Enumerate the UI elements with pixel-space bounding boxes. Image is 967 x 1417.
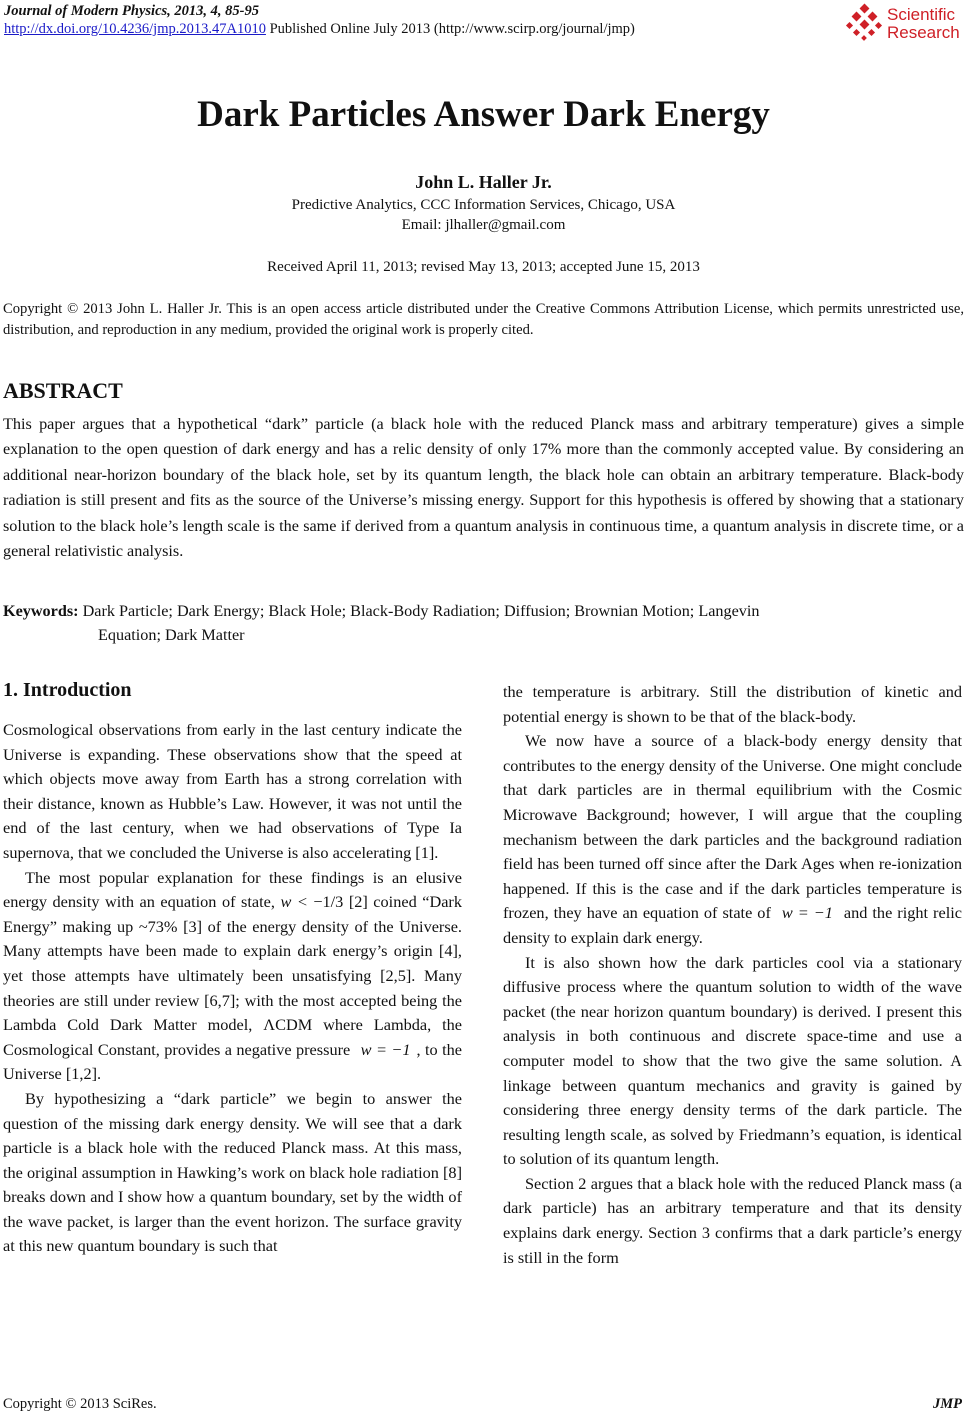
keywords-line2: Equation; Dark Matter (98, 626, 245, 644)
keywords-line1: Dark Particle; Dark Energy; Black Hole; Black-Body Radiation; Diffusion; Brownian Motion; Langevin (78, 602, 760, 620)
journal-name: Journal of Modern Physics (4, 3, 168, 19)
left-column (3, 718, 462, 1259)
publisher-logo (845, 3, 963, 43)
logo-text-research: Research (887, 23, 960, 42)
intro-paragraph-1: Cosmological observations from early in the last century indicate the Universe is expanding. These observations show that the speed at which objects move away from Earth has a strong correlation with their distance, known as Hubble’s Law. However, it was not until the end of the last century, when we had observations of Type Ia supernova, that we concluded the Universe is also accelerating [1]. (3, 720, 462, 862)
footer-journal: JMP (933, 1396, 962, 1412)
intro-paragraph-4: the temperature is arbitrary. Still the distribution of kinetic and potential energy is shown to be that of the black-body. (503, 682, 962, 726)
intro-paragraph-5 (503, 729, 962, 950)
p5-text-b: and the right relic density to explain dark energy. (503, 903, 962, 947)
abstract-heading: ABSTRACT (3, 378, 123, 403)
received-dates: Received April 11, 2013; revised May 13, 2013; accepted June 15, 2013 (267, 259, 700, 275)
copyright-notice: Copyright © 2013 John L. Haller Jr. This is an open access article distributed under the Creative Commons Attribution License, which permits unrestricted use, distribution, and reproduction in any medium, provided the original work is properly cited. (3, 301, 964, 338)
p2-text-a: The most popular explanation for these findings is an elusive energy density with an equation of state, (3, 867, 462, 912)
keywords-label: Keywords: (3, 602, 79, 620)
logo-text-scientific: Scientific (887, 5, 956, 24)
published-online: Published Online July 2013 (http://www.scirp.org/journal/jmp) (265, 21, 635, 37)
equation-w-minus-one: w = −1 (360, 1039, 411, 1059)
equation-inequality: w < (280, 892, 308, 912)
intro-paragraph-6: It is also shown how the dark particles cool via a stationary diffusive process where the quantum solution to width of the wave packet (the near horizon quantum boundary) is derived. I present this analysis in both continuous and discrete space-time and use a computer model to show that the two give the same solution. A linkage between quantum mechanics and gravity is gained by considering three energy density terms of the dark particle. The resulting length scale, as solved by Friedmann’s equation, is identical to solution of its quantum length. (503, 952, 962, 1169)
p5-text-a: We now have a source of a black-body energy density that contributes to the energy density of the Universe. One might conclude that dark particles are in thermal equilibrium with the Cosmic Microwave Background; however, I will argue that the coupling mechanism between the dark particles and the background radiation field has been turned off since after the Dark Ages when re-ionization happened. If this is the case and if the dark particles temperature is frozen, they have an equation of state of (503, 731, 962, 923)
journal-volume: , 2013, 4, 85-95 (167, 3, 259, 19)
right-column (503, 680, 962, 1270)
logo-icon (845, 3, 883, 43)
doi-line (4, 21, 635, 37)
author-affiliation: Predictive Analytics, CCC Information Services, Chicago, USA (291, 197, 676, 213)
journal-citation (4, 3, 259, 19)
section-heading: 1. Introduction (3, 679, 132, 701)
intro-paragraph-2 (3, 866, 462, 1087)
author-name: John L. Haller Jr. (415, 172, 552, 192)
intro-paragraph-3: By hypothesizing a “dark particle” we begin to answer the question of the missing dark energy density. We will see that a dark particle is a black hole with the reduced Planck mass. At this mass, the original assumption in Hawking’s work on black hole radiation [8] breaks down and I show how a quantum boundary, set by the width of the wave packet, is larger than the event horizon. The surface gravity at this new quantum boundary is such that (3, 1088, 462, 1256)
author-email: Email: jlhaller@gmail.com (401, 217, 566, 233)
doi-link[interactable]: http://dx.doi.org/10.4236/jmp.2013.47A1010 (4, 21, 266, 37)
keywords (3, 599, 964, 647)
footer-copyright: Copyright © 2013 SciRes. (3, 1396, 157, 1412)
p2-text-c: , to the Universe [1,2]. (3, 1039, 462, 1084)
abstract-text: This paper argues that a hypothetical “dark” particle (a black hole with the reduced Planck mass and arbitrary temperature) gives a simple explanation to the open question of dark energy and has a relic density of only 17% more than the commonly accepted value. By considering an additional near-horizon boundary of the black hole, set by its quantum length, the black hole can obtain an arbitrary temperature. Black-body radiation is still present and fits as the source of the Universe’s missing energy. Support for this hypothesis is offered by showing that a stationary solution to the black hole’s length scale is the same if derived from a quantum analysis in continuous time, a quantum analysis in discrete time, or a general relativistic analysis. (3, 415, 964, 561)
paper-title: Dark Particles Answer Dark Energy (197, 94, 770, 135)
p2-text-b: −1/3 [2] coined “Dark Energy” making up ~73% [3] of the energy density of the Universe. Many attempts have been made to explain dark energy’s origin [4], yet those attempts have ultimately been unsatisfying [2,5]. Many theories are still under review [6,7]; with the most accepted being the Lambda Cold Dark Matter model, ΛCDM where Lambda, the Cosmological Constant, provides a negative pressure (3, 892, 462, 1059)
equation-state: w = −1 (781, 903, 833, 923)
intro-paragraph-7: Section 2 argues that a black hole with the reduced Planck mass (a dark particle) has an arbitrary temperature and that its density explains dark energy. Section 3 confirms that a dark particle’s energy is still in the form (503, 1173, 962, 1267)
